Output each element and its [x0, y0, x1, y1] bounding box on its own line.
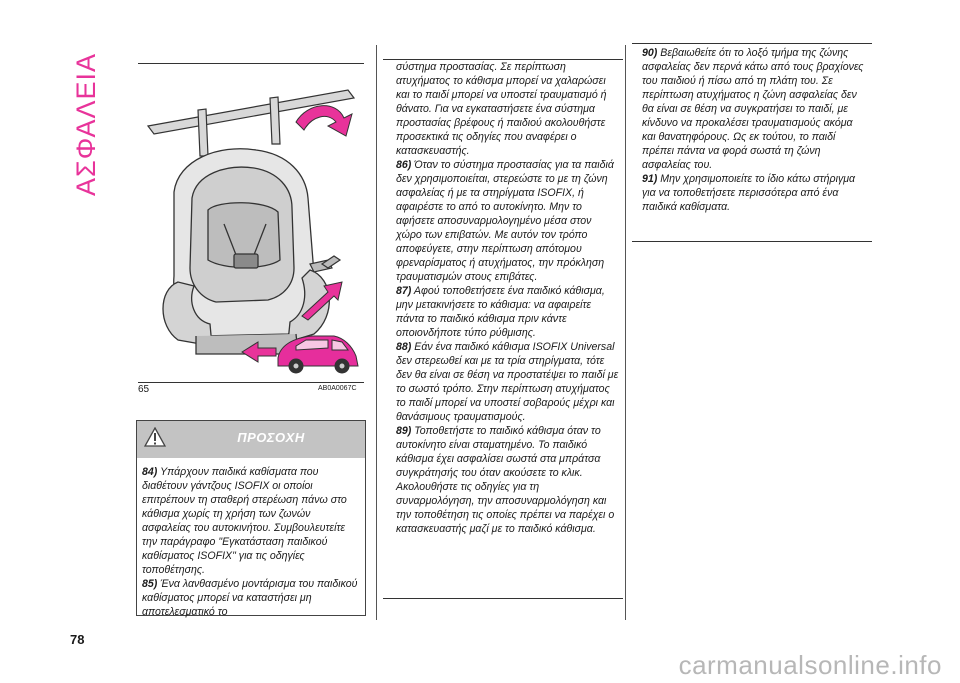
note-text: Βεβαιωθείτε ότι το λοξό τμήμα της ζώνης ασφαλείας δεν περνά κάτω από τους βραχίονες του παιδιού ή πίσω από τη πλάτη του. Σε περίπτωση ατυχήματος η ζώνη ασφαλείας δεν θα είναι σε θέση να συγκρατήσει το παιδί, με κίνδυνο να προκαλέσει τραυματισμούς ακόμα και θανατηφόρους. Ως εκ τούτου, το παιδί πρέπει πάντα να φορά σωστά τη ζώνη ασφαλείας του.	[642, 47, 864, 171]
note-86	[396, 158, 619, 284]
note-number: 90)	[642, 47, 658, 59]
note-number: 85)	[142, 578, 158, 590]
figure-code: AB0A0067C	[318, 385, 357, 392]
note-number: 88)	[396, 341, 412, 353]
note-90	[642, 46, 868, 172]
note-text: Όταν το σύστημα προστασίας για τα παιδιά δεν χρησιμοποιείται, στερεώστε το με τη ζώνη ασφαλείας ή με τα στηρίγματα ISOFIX, ή αφαιρέστε το από το αυτοκίνητο. Μην το αφήσετε αποσυναρμολογημένο μέσα στον χώρο των επιβατών. Με αυτόν τον τρόπο αποφεύγετε, στην περίπτωση απότομου φρεναρίσματος ή ατυχήματος, την πρόκληση τραυματισμών στους επιβάτες.	[396, 159, 614, 283]
column-divider	[376, 45, 377, 620]
isofix-connector	[310, 256, 340, 272]
column-divider	[625, 45, 626, 620]
note-text: Υπάρχουν παιδικά καθίσματα που διαθέτουν γάντζους ISOFIX οι οποίοι επιτρέπουν τη σταθερή στερέωση πάνω στο κάθισμα χωρίς τη χρήση των ζωνών ασφαλείας του αυτοκινήτου. Συμβουλευτείτε την παράγραφο "Εγκατάσταση παιδικού καθίσματος ISOFIX" για τις οδηγίες τοποθέτησης.	[142, 466, 347, 576]
warning-box	[136, 420, 366, 616]
child-seat	[163, 149, 329, 354]
note-number: 91)	[642, 173, 658, 185]
warning-header	[137, 421, 365, 458]
note-88	[396, 340, 619, 424]
note-text: Τοποθετήστε το παιδικό κάθισμα όταν το αυτοκίνητο είναι σταματημένο. Το παιδικό κάθισμα έχει ασφαλίσει σωστά στα μπράτσα συγκράτησής του όταν ακούσετε το κλικ. Ακολουθήστε τις οδηγίες για τη συναρμολόγηση, την αποσυναρμολόγηση και την τοποθέτηση τις οποίες πρέπει να παρέχει ο κατασκευαστής μαζί με το παιδικό κάθισμα.	[396, 425, 615, 535]
note-text: Ένα λανθασμένο μοντάρισμα του παιδικού καθίσματος μπορεί να καταστήσει μη αποτελεσματικό το	[142, 578, 358, 618]
warning-triangle-icon	[144, 427, 166, 447]
figure-number: 65	[138, 384, 150, 395]
note-89	[396, 424, 619, 536]
text-column-middle	[383, 59, 623, 599]
note-number: 87)	[396, 285, 412, 297]
watermark: carmanualsonline.info	[678, 650, 942, 680]
section-title	[64, 48, 104, 198]
child-seat-figure	[138, 63, 364, 383]
headrest-bar	[148, 90, 354, 156]
note-91	[642, 172, 868, 214]
page-number: 78	[70, 632, 85, 647]
note-text: Μην χρησιμοποιείτε το ίδιο κάτω στήριγμα για να τοποθετήσετε περισσότερα από ένα παιδικά καθίσματα.	[642, 173, 856, 213]
note-number: 86)	[396, 159, 412, 171]
note-number: 89)	[396, 425, 412, 437]
warning-body	[137, 458, 365, 619]
warning-title: ΠΡΟΣΟΧΗ	[237, 430, 305, 445]
note-85-continued: σύστημα προστασίας. Σε περίπτωση ατυχήματος το κάθισμα μπορεί να χαλαρώσει και το παιδί μπορεί να υποστεί τραυματισμό ή θάνατο. Για να εγκαταστήσετε ένα σύστημα προστασίας βρέφους ή παιδιού ακολουθήστε προσεκτικά τις οδηγίες που αναφέρει ο κατασκευαστής.	[396, 61, 607, 157]
note-text: Εάν ένα παιδικό κάθισμα ISOFIX Universal δεν στερεωθεί και με τα τρία στηρίγματα, τότε δεν θα είναι σε θέση να προστατέψει το παιδί με το σωστό τρόπο. Στην περίπτωση ατυχήματος το παιδί μπορεί να υποστεί σοβαρούς μέχρι και θανάσιμους τραυματισμούς.	[396, 341, 619, 423]
note-text: Αφού τοποθετήσετε ένα παιδικό κάθισμα, μην μετακινήσετε το κάθισμα: να αφαιρείτε πάντα το παιδικό κάθισμα πριν κάντε οποιονδήποτε τύπο ρύθμισης.	[396, 285, 605, 339]
section-title-text: ΑΣΦΑΛΕΙΑ	[71, 52, 101, 196]
rotation-arrow-icon	[296, 106, 352, 136]
note-84	[142, 465, 360, 577]
note-87	[396, 284, 619, 340]
text-column-right	[632, 43, 872, 242]
note-85	[142, 577, 360, 619]
note-number: 84)	[142, 466, 158, 478]
